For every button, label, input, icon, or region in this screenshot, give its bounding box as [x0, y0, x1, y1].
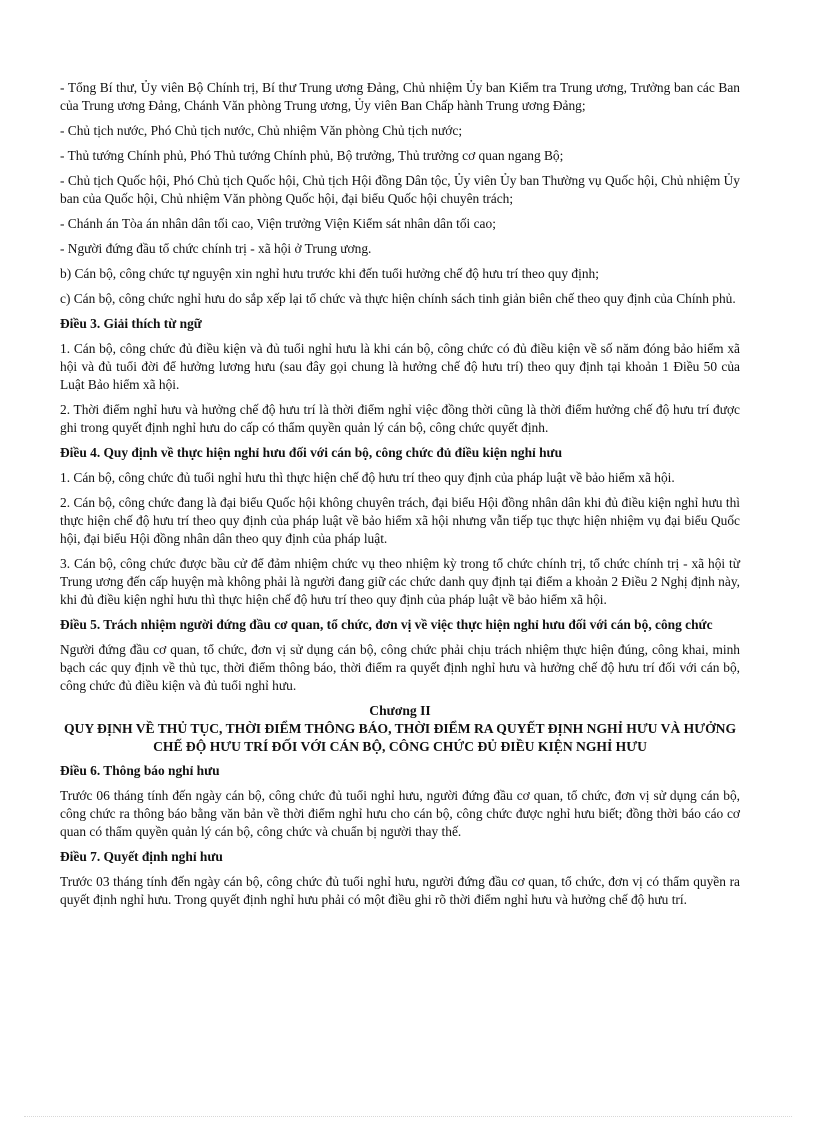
article-3-heading: Điều 3. Giải thích từ ngữ: [60, 316, 202, 331]
article-5-heading: Điều 5. Trách nhiệm người đứng đầu cơ quan, tổ chức, đơn vị về việc thực hiện nghỉ hưu đối với cán bộ, công chức: [60, 617, 713, 632]
article-3-paragraph: 2. Thời điểm nghỉ hưu và hưởng chế độ hưu trí là thời điểm nghỉ việc đồng thời cũng là thời điểm hưởng chế độ hưu trí được ghi trong quyết định nghỉ hưu do cấp có thẩm quyền quản lý cán bộ, công chức quyết định.: [60, 402, 740, 435]
article-7-paragraph: Trước 03 tháng tính đến ngày cán bộ, công chức đủ tuổi nghỉ hưu, người đứng đầu cơ quan, tổ chức, đơn vị có thẩm quyền ra quyết định nghỉ hưu. Trong quyết định nghỉ hưu phải có một điều ghi rõ thời điểm nghỉ hưu và hưởng chế độ hưu trí.: [60, 874, 740, 907]
article-4-heading: Điều 4. Quy định về thực hiện nghỉ hưu đối với cán bộ, công chức đủ điều kiện nghỉ hưu: [60, 445, 563, 460]
list-item: - Chủ tịch Quốc hội, Phó Chủ tịch Quốc hội, Chủ tịch Hội đồng Dân tộc, Ủy viên Ủy ban Thường vụ Quốc hội, Chủ nhiệm Ủy ban của Quốc hội, Chủ nhiệm Văn phòng Quốc hội, đại biểu Quốc hội chuyên trách;: [60, 173, 740, 206]
page-footer-divider: [24, 1116, 792, 1117]
article-4-paragraph: 3. Cán bộ, công chức được bầu cử để đảm nhiệm chức vụ theo nhiệm kỳ trong tổ chức chính trị, tổ chức chính trị - xã hội từ Trung ương đến cấp huyện mà không phải là người đang giữ các chức danh quy định tại điểm a khoản 2 Điều 2 Nghị định này, khi đủ điều kiện nghỉ hưu thì thực hiện chế độ hưu trí theo quy định của pháp luật về bảo hiểm xã hội.: [60, 556, 740, 607]
chapter-title: QUY ĐỊNH VỀ THỦ TỤC, THỜI ĐIỂM THÔNG BÁO, THỜI ĐIỂM RA QUYẾT ĐỊNH NGHỈ HƯU VÀ HƯỞNG CHẾ ĐỘ HƯU TRÍ ĐỐI VỚI CÁN BỘ, CÔNG CHỨC ĐỦ ĐIỀU KIỆN NGHỈ HƯU: [63, 721, 737, 754]
article-4-paragraph: 2. Cán bộ, công chức đang là đại biểu Quốc hội không chuyên trách, đại biểu Hội đồng nhân dân khi đủ điều kiện nghỉ hưu thì thực hiện chế độ hưu trí theo quy định của pháp luật về bảo hiểm xã hội nhưng vẫn tiếp tục thực hiện nhiệm vụ đại biểu Quốc hội, đại biểu Hội đồng nhân dân theo quy định của pháp luật.: [60, 495, 740, 546]
article-6-paragraph: Trước 06 tháng tính đến ngày cán bộ, công chức đủ tuổi nghỉ hưu, người đứng đầu cơ quan, tổ chức, đơn vị sử dụng cán bộ, công chức ra thông báo bằng văn bản về thời điểm nghỉ hưu cho cán bộ, công chức được nghỉ hưu biết; đồng thời báo cáo cơ quan có thẩm quyền quản lý cán bộ, công chức và chuẩn bị người thay thế.: [60, 788, 740, 839]
clause-c: c) Cán bộ, công chức nghỉ hưu do sắp xếp lại tổ chức và thực hiện chính sách tinh giản biên chế theo quy định của Chính phủ.: [60, 291, 736, 306]
article-4-paragraph: 1. Cán bộ, công chức đủ tuổi nghỉ hưu thì thực hiện chế độ hưu trí theo quy định của pháp luật về bảo hiểm xã hội.: [60, 470, 675, 485]
article-3-paragraph: 1. Cán bộ, công chức đủ điều kiện và đủ tuổi nghỉ hưu là khi cán bộ, công chức có đủ điều kiện về số năm đóng bảo hiểm xã hội và đủ tuổi đời để hưởng lương hưu (sau đây gọi chung là hưởng chế độ hưu trí) theo quy định tại khoản 1 Điều 50 của Luật Bảo hiểm xã hội.: [60, 341, 740, 392]
list-item: - Thủ tướng Chính phủ, Phó Thủ tướng Chính phủ, Bộ trưởng, Thủ trưởng cơ quan ngang Bộ;: [60, 148, 564, 163]
article-5-paragraph: Người đứng đầu cơ quan, tổ chức, đơn vị sử dụng cán bộ, công chức phải chịu trách nhiệm thực hiện đúng, công khai, minh bạch các quy định về thủ tục, thời điểm thông báo, thời điểm ra quyết định nghỉ hưu và hưởng chế độ hưu trí đối với cán bộ, công chức đủ điều kiện và đủ tuổi nghỉ hưu.: [60, 642, 740, 693]
clause-b: b) Cán bộ, công chức tự nguyện xin nghỉ hưu trước khi đến tuổi hưởng chế độ hưu trí theo quy định;: [60, 266, 599, 281]
article-7-heading: Điều 7. Quyết định nghỉ hưu: [60, 849, 223, 864]
document-page: [60, 79, 740, 916]
list-item: - Tổng Bí thư, Ủy viên Bộ Chính trị, Bí thư Trung ương Đảng, Chủ nhiệm Ủy ban Kiểm tra Trung ương, Trưởng ban các Ban của Trung ương Đảng, Chánh Văn phòng Trung ương, Ủy viên Ban Chấp hành Trung ương Đảng;: [60, 80, 740, 113]
list-item: - Chánh án Tòa án nhân dân tối cao, Viện trưởng Viện Kiểm sát nhân dân tối cao;: [60, 216, 496, 231]
article-6-heading: Điều 6. Thông báo nghỉ hưu: [60, 763, 220, 778]
list-item: - Người đứng đầu tổ chức chính trị - xã hội ở Trung ương.: [60, 241, 372, 256]
list-item: - Chủ tịch nước, Phó Chủ tịch nước, Chủ nhiệm Văn phòng Chủ tịch nước;: [60, 123, 463, 138]
chapter-label: Chương II: [369, 703, 431, 718]
